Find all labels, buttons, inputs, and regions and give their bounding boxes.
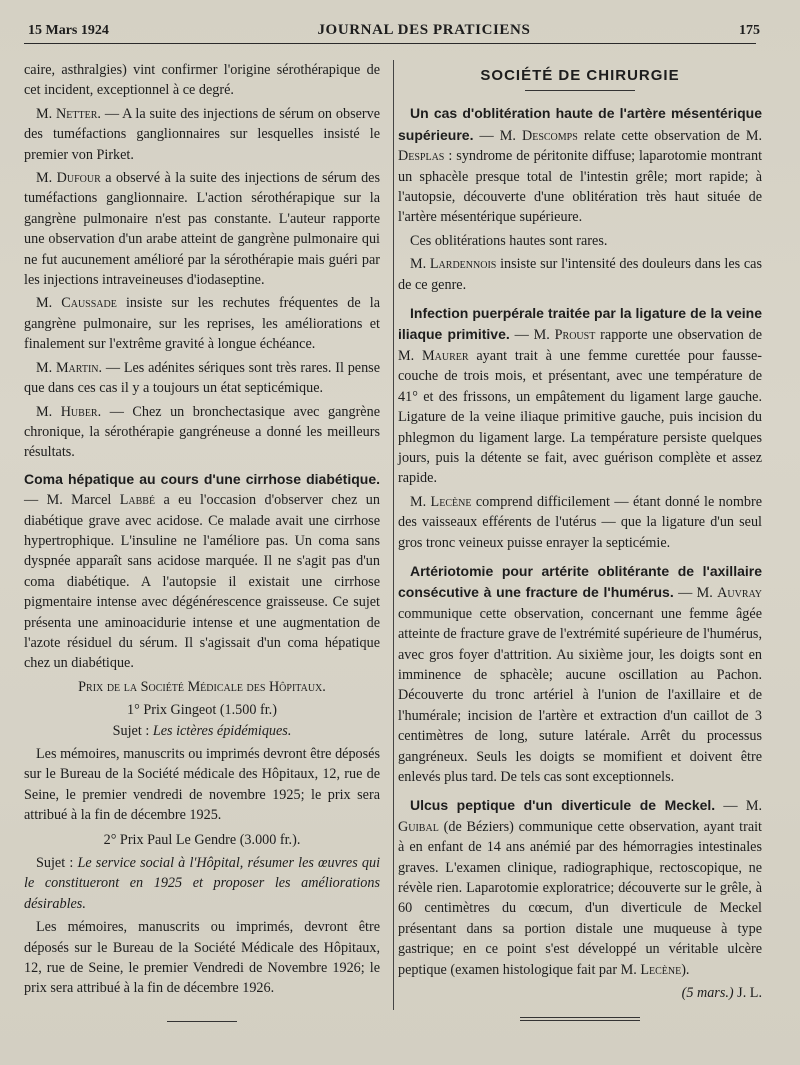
paragraph: M. Dufour a observé à la suite des injections de sérum des tuméfactions ganglionnaire. L'action sérothérapique sur la gangrène pulmonaire n'est pas constante. L'auteur rapporte une observation d'un arabe atteint de gangrène pulmonaire qui ne fut aucunement amélioré par la sérothérapie mais guéri par les injections intraveineuses d'iodaseptine. <box>24 170 380 289</box>
article: Artériotomie pour artérite oblitérante de l'axillaire consécutive à une fracture de l'humérus. — M. Auvray communique cette observation, concernant une femme âgée atteinte de fracture grave de l'extrémité supérieure de l'humérus, avec gros foyer d'attrition. Au sixième jour, les doigts sont en imminence de sphacèle; aucune oscillation au Pachon. Découverte du tronc artériel à l'union de l'axillaire et de l'humérale; incision de l'artère et extraction d'un caillot de 3 centimètres de long, suture latérale. Arrêt du processus gangréneux. Seuls les doigts se momifient et doivent être enlevés plus tard. De tels cas sont exceptionnels. <box>398 562 763 785</box>
article-title: Infection puerpérale traitée par la ligature de la veine iliaque primitive. <box>398 305 762 343</box>
journal-title: JOURNAL DES PRATICIENS <box>317 22 531 38</box>
speaker-name: M. Netter. <box>36 105 101 122</box>
paragraph: M. Caussade insiste sur les rechutes fréquentes de la gangrène pulmonaire, sur les reprises, les améliorations et finalement sur l'extrême gravité à longue échéance. <box>24 295 381 353</box>
article-title: Un cas d'oblitération haute de l'artère mésentérique supérieure. <box>398 105 762 143</box>
paragraph: M. Lardennois insiste sur l'intensité des douleurs dans les cas de ce genre. <box>398 256 763 293</box>
article-title: Artériotomie pour artérite oblitérante de l'axillaire consécutive à une fracture de l'humérus. <box>398 562 762 601</box>
author-name: Desplas <box>398 148 445 165</box>
article-title: Coma hépatique au cours d'une cirrhose diabétique. <box>24 470 380 487</box>
right-column <box>398 60 762 1021</box>
prize-subject: Sujet : Les ictères épidémiques. <box>112 722 292 739</box>
page-number: 175 <box>738 23 760 38</box>
speaker-name: M. Caussade <box>36 295 117 312</box>
author-name: Guibal <box>398 818 439 835</box>
paragraph: caire, asthralgies) vint confirmer l'origine sérothérapique de cet incident, exceptionnel à ce degré. <box>24 62 380 99</box>
left-column <box>24 60 380 1022</box>
article: Infection puerpérale traitée par la ligature de la veine iliaque primitive. — M. Proust rapporte une observation de M. Maurer ayant trait à une femme curettée pour fausse-couche de trois mois, et présentant, avec une température de 41° et des frissons, un empâtement du ligament large gauche. Ligature de la veine iliaque primitive gauche, puis incision du phlegmon du ligament large. La température persiste quelques jours, puis la détente se fait, avec guérison complète et assez rapide. <box>398 305 763 487</box>
speaker-name: M. Lardennois <box>410 256 497 273</box>
issue-date: 15 Mars 1924 <box>28 23 109 38</box>
paragraph: M. Netter. — A la suite des injections de sérum on observe des tuméfactions ganglionnaires sur lesquelles insisté le premier von Pirket. <box>24 105 380 163</box>
speaker-name: M. Martin. <box>36 359 103 376</box>
article: Un cas d'oblitération haute de l'artère mésentérique supérieure. — M. Descomps relate cette observation de M. Desplas : syndrome de péritonite diffuse; laparotomie montrant un sphacèle presque total de l'intestin grêle; mort rapide; à l'autopsie, découverte d'une oblitération très haut située de l'artère mésentérique supérieure. <box>398 105 763 226</box>
signature: (5 mars.) J. L. <box>681 985 762 1002</box>
section-rule <box>525 90 635 91</box>
article: Ulcus peptique d'un diverticule de Meckel. — M. Guibal (de Béziers) communique cette observation, ayant trait à en enfant de 14 ans anémié par des hémorragies intestinales graves. L'examen clinique, radiographique, rectoscopique, ne révèle rien. Laparotomie exploratrice; découverte sur le grêle, à 60 centimètres du cœcum, d'un diverticule de Meckel présentant dans sa portion distale une muqueuse à type gastrique; en ce point s'est développé un véritable ulcère peptique (examen histologique fait par M. Lecène). <box>398 797 763 978</box>
end-rule <box>167 1021 237 1022</box>
page-header <box>28 22 760 42</box>
prize-heading: Prix de la Société Médicale des Hôpitaux. <box>78 678 326 695</box>
section-heading: SOCIÉTÉ DE CHIRURGIE <box>480 67 680 84</box>
author-name: Auvray <box>717 585 763 602</box>
author-name: Descomps <box>521 127 578 144</box>
author-name: Maurer <box>422 347 469 364</box>
speaker-name: M. Dufour <box>36 170 101 187</box>
paragraph: M. Martin. — Les adénites sériques sont très rares. Il pense que dans ces cas il y a toujours un état septicémique. <box>24 359 380 397</box>
paragraph: Ces oblitérations hautes sont rares. <box>410 232 608 249</box>
speaker-name: M. Huber. <box>36 403 102 420</box>
column-divider <box>393 60 394 1010</box>
paragraph: M. Lecène comprend difficilement — étant donné le nombre des vaisseaux efférents de l'utérus — que la ligature d'un seul gros tronc veineux puisse enrayer la septicémie. <box>398 493 763 551</box>
prize-title: 2° Prix Paul Le Gendre (3.000 fr.). <box>103 831 301 848</box>
paragraph: M. Huber. — Chez un bronchectasique avec gangrène chronique, la sérothérapie gangréneuse a donné les meilleurs résultats. <box>24 403 381 461</box>
author-name: Lecène <box>640 961 682 978</box>
paragraph: Les mémoires, manuscrits ou imprimés, devront être déposés sur le Bureau de la Société Médicale des Hôpitaux, 12, rue de Seine, le premier Vendredi de Novembre 1926; le prix sera attribué à la fin de décembre 1926. <box>24 919 380 997</box>
prize-title: 1° Prix Gingeot (1.500 fr.) <box>127 702 277 719</box>
paragraph: Les mémoires, manuscrits ou imprimés devront être déposés sur le Bureau de la Société médicale des Hôpitaux, 12, rue de Seine, le premier vendredi de novembre 1925; le prix sera attribué à la fin de décembre 1925. <box>24 746 380 824</box>
prize-subject: Sujet : Le service social à l'Hôpital, résumer les œuvres qui le constitueront en 1925 et proposer les améliorations désirables. <box>24 855 381 912</box>
end-rule <box>520 1017 640 1021</box>
article: Coma hépatique au cours d'une cirrhose diabétique. — M. Marcel Labbé a eu l'occasion d'observer chez un diabétique grave avec acidose. Ce malade avait une cirrhose hypertrophique. L'insuline ne l'améliore pas. Un coma sans dyspnée apparaît sans acidose marquée. Il ne s'agit pas d'un coma diabétique. A l'autopsie il existait une cirrhose pigmentaire intense avec dégénérescence graisseuse. Ce sujet présenta une aminoacidurie intense et une augmentation de l'azote résiduel du sérum. Il s'agissait d'un coma hépatique chez un diabétique. <box>24 470 380 672</box>
author-name: Proust <box>554 327 596 344</box>
article-title: Ulcus peptique d'un diverticule de Meckel. <box>410 797 716 814</box>
header-rule <box>24 43 756 44</box>
author-name: Labbé <box>119 492 156 509</box>
speaker-name: M. Lecène <box>410 493 472 510</box>
